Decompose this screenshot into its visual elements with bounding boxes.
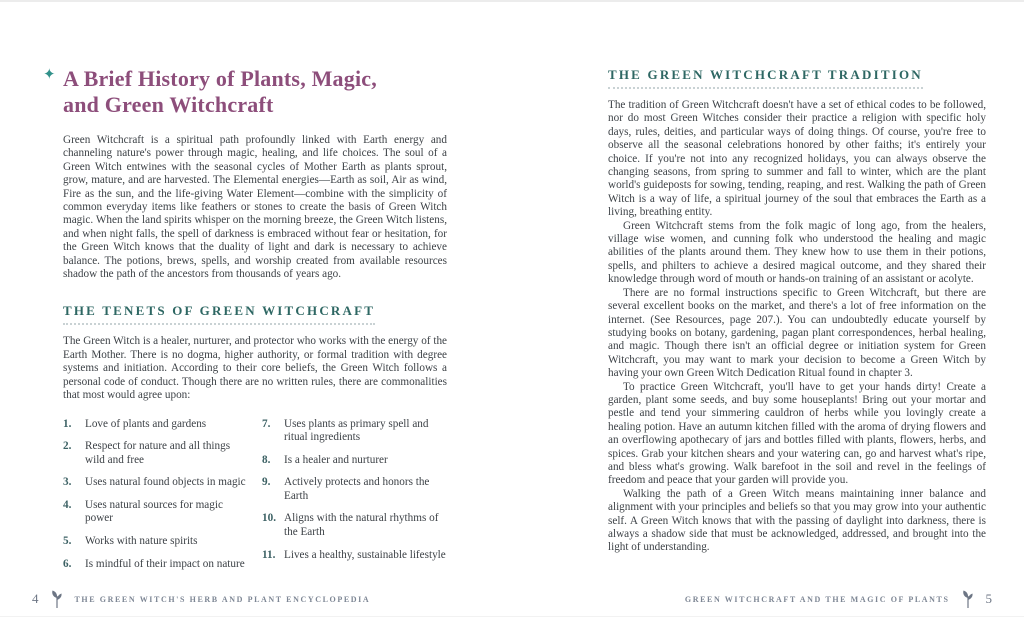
list-item	[63, 499, 248, 526]
list-number: 8.	[262, 453, 271, 466]
chapter-running-title: GREEN WITCHCRAFT AND THE MAGIC OF PLANTS	[684, 594, 950, 604]
list-item	[63, 476, 248, 490]
list-number: 2.	[63, 440, 72, 453]
footer-left	[0, 589, 512, 609]
chapter-title	[63, 66, 447, 118]
list-item	[262, 476, 447, 503]
chapter-title-line2: and Green Witchcraft	[63, 92, 274, 117]
list-text: Lives a healthy, sustainable lifestyle	[284, 548, 446, 561]
list-item	[63, 558, 248, 572]
list-text: Uses plants as primary spell and ritual ingredients	[284, 417, 429, 444]
list-item	[63, 440, 248, 467]
tradition-paragraph: To practice Green Witchcraft, you'll have to get your hands dirty! Create a garden, plant some seeds, and buy some houseplants! Bring out your mortar and pestle and tend your simmering cauldron of herbs while you lovingly create a healing potion. Have an autumn kitchen filled with the aroma of drying flowers and an overflowing apothecary of jars and bottles filled with plants, flowers, herbs, and spices. Grab your kitchen shears and your watering can, go and harvest what's ripe, and bless what's growing. Walk barefoot in the soil and revel in the feelings of freedom and peace that your garden will provide you.	[608, 380, 986, 487]
list-number: 7.	[262, 417, 271, 430]
footer-right	[512, 589, 1024, 609]
list-item	[262, 454, 447, 468]
chapter-title-line1: A Brief History of Plants, Magic,	[63, 66, 377, 91]
list-text: Respect for nature and all things wild and free	[85, 440, 231, 466]
tenets-heading: THE TENETS OF GREEN WITCHCRAFT	[63, 303, 375, 325]
list-item	[63, 535, 248, 549]
list-number: 9.	[262, 476, 271, 489]
list-number: 1.	[63, 417, 72, 430]
sprig-icon	[49, 589, 65, 609]
book-running-title: THE GREEN WITCH'S HERB AND PLANT ENCYCLOPEDIA	[74, 594, 371, 604]
tradition-heading: THE GREEN WITCHCRAFT TRADITION	[608, 67, 923, 89]
sparkle-icon: ✦	[43, 65, 56, 83]
tenets-list	[63, 418, 447, 572]
page-left	[0, 2, 512, 619]
list-item	[262, 512, 447, 539]
chapter-title-block	[43, 65, 447, 118]
page-number: 5	[985, 591, 992, 606]
list-number: 10.	[262, 512, 276, 525]
list-number: 11.	[262, 548, 276, 561]
list-item	[262, 418, 447, 445]
list-item	[63, 418, 248, 432]
tradition-paragraph: Walking the path of a Green Witch means maintaining inner balance and alignment with your principles and beliefs so that you may grow into your authentic self. A Green Witch knows that with the passing of daylight into darkness, there is always a shadow side that must be acknowledged, addressed, and brought into the light of understanding.	[608, 487, 986, 554]
tenets-section	[63, 302, 447, 571]
list-text: Uses natural found objects in magic	[85, 476, 246, 489]
list-text: Is mindful of their impact on nature	[85, 557, 245, 570]
list-number: 3.	[63, 476, 72, 489]
list-text: Love of plants and gardens	[85, 417, 207, 430]
list-text: Uses natural sources for magic power	[85, 498, 223, 525]
page-right	[512, 2, 1024, 619]
tenets-intro: The Green Witch is a healer, nurturer, and protector who works with the energy of the Earth Mother. There is no dogma, higher authority, or formal tradition with degree systems and initiation. According to their core beliefs, the Green Witch follows a personal code of conduct. Though there are no written rules, there are commonalities that most would agree upon:	[63, 335, 447, 402]
list-item	[262, 549, 447, 563]
tenets-column-1	[63, 418, 248, 572]
list-number: 4.	[63, 498, 72, 511]
list-text: Is a healer and nurturer	[284, 453, 388, 466]
tradition-paragraph: The tradition of Green Witchcraft doesn't have a set of ethical codes to be followed, nor do most Green Witches consider their practice a religion with specific holy days, rules, deities, and particular ways of doing things. Of course, you're free to observe all the seasonal celebrations honored by other faiths; it's entirely your choice. If you're not into any recognized holidays, you can always observe the changing seasons, from spring to summer and fall to winter, which are the plant world's guideposts for sowing, tending, reaping, and rest. Walking the path of Green Witch is a way of life, a spiritual journey of the soul that embraces the Earth as a living, breathing entity.	[608, 99, 986, 219]
list-number: 5.	[63, 535, 72, 548]
list-number: 6.	[63, 557, 72, 570]
page-number: 4	[32, 591, 39, 606]
list-text: Works with nature spirits	[85, 535, 198, 548]
sprig-icon	[960, 589, 976, 609]
list-text: Aligns with the natural rhythms of the Earth	[284, 512, 439, 539]
tenets-column-2	[262, 418, 447, 572]
intro-paragraph: Green Witchcraft is a spiritual path profoundly linked with Earth energy and channeling nature's power through magic, healing, and life choices. The soul of a Green Witch entwines with the seasonal cycles of Mother Earth as plants sprout, grow, mature, and are harvested. The Elemental energies—Earth as soil, Air as wind, Fire as the sun, and the life-giving Water Element—combine with the simplicity of common everyday items like feathers or stones to create the basis of Green Witch magic. When the land spirits whisper on the morning breeze, the Green Witch listens, and when night falls, the spell of darkness is embraced without fear or hesitation, for the Green Witch knows that the duality of light and dark is necessary to achieve balance. The potions, brews, spells, and worship created from available resources shadow the path of the ancestors from thousands of years ago.	[63, 134, 447, 281]
tradition-paragraph: Green Witchcraft stems from the folk magic of long ago, from the healers, village wise women, and cunning folk who understood the healing and magic abilities of the plants around them. They knew how to use them in their potions, spells, and philters to achieve a desired magical outcome, and they shared their knowledge through word of mouth or hands-on training of an assistant or acolyte.	[608, 219, 986, 286]
tradition-paragraph: There are no formal instructions specific to Green Witchcraft, but there are several excellent books on the market, and there's a lot of free information on the internet. (See Resources, page 207.). You can undoubtedly educate yourself by studying books on botany, gardening, pagan plant correspondences, herbal healing, and magic. Though there isn't an official degree or initiation system for Green Witchcraft, you may want to mark your decision to become a Green Witch by having your own Green Witch Dedication Ritual found in chapter 3.	[608, 286, 986, 380]
list-text: Actively protects and honors the Earth	[284, 476, 430, 502]
